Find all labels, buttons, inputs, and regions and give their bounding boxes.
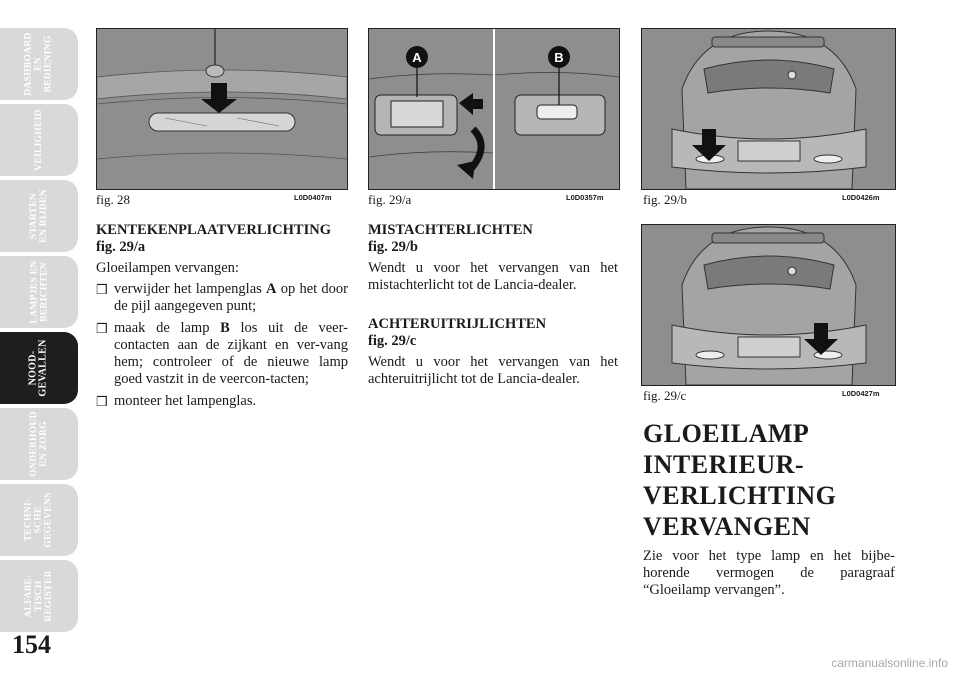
tab-label: LAMPJES EN BERICHTEN [28, 260, 49, 324]
figure-29a-image [368, 28, 620, 190]
list-item [96, 320, 348, 388]
bullet-text: los uit de veer-contacten aan de zijkant en ver-vang hem; controleer of de nieuwe lamp goed vastzit in de veercon-tacten; [114, 320, 348, 387]
tab-register[interactable] [0, 560, 78, 632]
heading-text: ACHTERUITRIJLICHTEN [368, 316, 547, 332]
tab-dashboard[interactable] [0, 28, 78, 100]
bullet-bold-ref: A [266, 281, 277, 297]
intro-text: Gloeilampen vervangen: [96, 260, 239, 276]
heading-text: KENTEKENPLAATVERLICHTING [96, 222, 331, 238]
figure-28-image [96, 28, 348, 190]
bullet-text: op het door de pijl aangegeven punt; [114, 281, 348, 314]
section-heading [96, 222, 348, 256]
tab-label: ALFABE- TISCH REGISTER [23, 570, 54, 622]
bullet-bold-ref: B [220, 320, 230, 336]
column-rear-lights [368, 222, 618, 392]
tab-label: ONDERHOUD EN ZORG [28, 411, 49, 477]
fig-28-caption: fig. 28 [96, 192, 130, 207]
checkbox-bullet-icon: ❒ [96, 394, 108, 409]
section-heading [368, 316, 618, 350]
page-number: 154 [12, 630, 51, 659]
heading-figure-ref: fig. 29/b [368, 239, 418, 255]
body-text: Wendt u voor het vervangen van het achteruitrijlicht tot de Lancia-dealer. [368, 354, 618, 387]
tab-lampjes[interactable] [0, 256, 78, 328]
column-interior-light [643, 548, 895, 603]
fig-28-code: L0D0407m [294, 193, 332, 202]
fig-29a-caption: fig. 29/a [368, 192, 412, 207]
callout-b: B [554, 50, 564, 65]
title-line: VERLICHTING [643, 481, 837, 510]
title-line: INTERIEUR- [643, 450, 805, 479]
checkbox-bullet-icon: ❒ [96, 282, 108, 297]
checkbox-bullet-icon: ❒ [96, 321, 108, 336]
watermark: carmanualsonline.info [831, 656, 948, 670]
list-item [96, 281, 348, 315]
fig-29c-code: L0D0427m [842, 389, 880, 398]
tab-label: VEILIGHEID [33, 109, 44, 171]
tab-label: DASHBOARD EN BEDIENING [24, 32, 54, 96]
column-license-plate-light [96, 222, 348, 415]
tab-onderhoud[interactable] [0, 408, 78, 480]
tab-label: NOOD- GEVALLEN [27, 339, 49, 397]
tab-label: TECHNI- SCHE GEGEVENS [23, 492, 54, 548]
fig-29b-caption: fig. 29/b [643, 192, 688, 207]
tab-label: STARTEN EN RIJDEN [28, 189, 49, 243]
heading-figure-ref: fig. 29/a [96, 239, 146, 255]
heading-text: MISTACHTERLICHTEN [368, 222, 533, 238]
figure-29c-image [641, 224, 896, 386]
fig-29c-caption: fig. 29/c [643, 388, 687, 403]
callout-a: A [412, 50, 422, 65]
section-heading [368, 222, 618, 256]
title-line: GLOEILAMP [643, 419, 810, 448]
body-text: Zie voor het type lamp en het bijbe-horende vermogen de paragraaf “Gloeilamp vervangen”. [643, 548, 895, 598]
body-text: Wendt u voor het vervangen van het mistachterlicht tot de Lancia-dealer. [368, 260, 618, 293]
tab-technische-gegevens[interactable] [0, 484, 78, 556]
fig-29b-code: L0D0426m [842, 193, 880, 202]
fig-29a-code: L0D0357m [566, 193, 604, 202]
section-title [643, 418, 903, 542]
heading-figure-ref: fig. 29/c [368, 333, 417, 349]
bullet-text: verwijder het lampenglas [114, 281, 267, 297]
title-line: VERVANGEN [643, 512, 811, 541]
tab-veiligheid[interactable] [0, 104, 78, 176]
side-tab-nav [0, 28, 78, 636]
bullet-text: maak de lamp [114, 320, 221, 336]
list-item [96, 393, 348, 410]
tab-noodgevallen[interactable] [0, 332, 78, 404]
figure-29b-image [641, 28, 896, 190]
tab-starten[interactable] [0, 180, 78, 252]
bullet-text: monteer het lampenglas. [114, 393, 257, 409]
